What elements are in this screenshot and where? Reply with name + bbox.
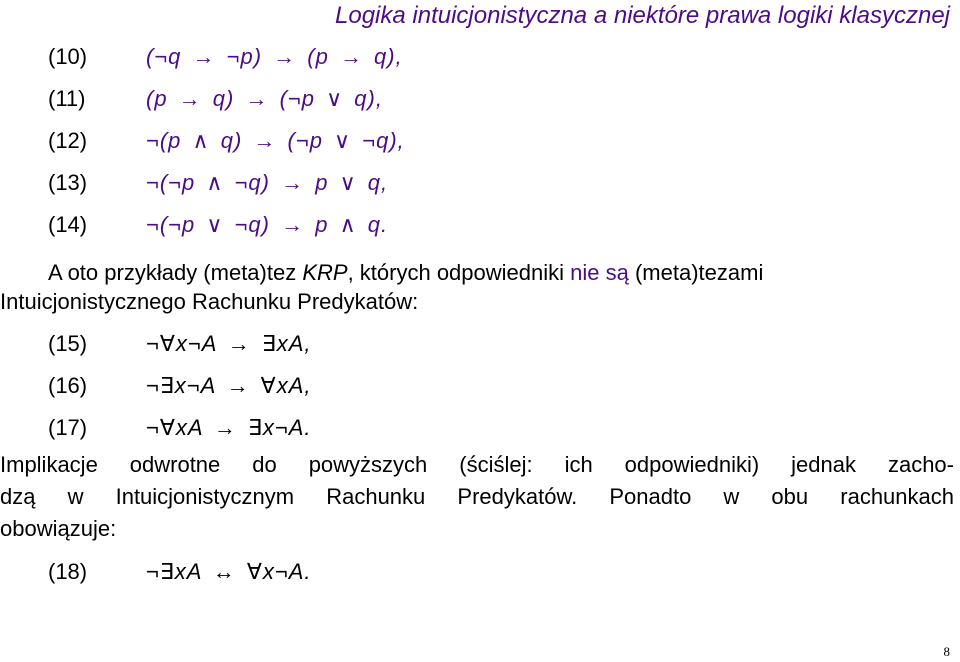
paragraph-converse-line1: Implikacje odwrotne do powyższych (ściślej: ich odpowiedniki) jednak zacho-: [0, 452, 954, 477]
formula-expression: ¬(p ∧ q) → (¬p ∨ ¬q),: [146, 128, 405, 153]
formula-expression: ¬∀x¬A → ∃xA,: [146, 331, 312, 356]
formula-expression: ¬∀xA → ∃x¬A.: [146, 415, 312, 440]
formula-row-11: [48, 86, 383, 118]
formula-number: (17): [48, 415, 88, 440]
formula-row-16: [48, 373, 312, 405]
paragraph-text: , których odpowiedniki: [347, 260, 571, 285]
formula-number: (18): [48, 559, 88, 584]
formula-number: (16): [48, 373, 88, 398]
formula-number: (14): [48, 212, 88, 237]
krp-abbreviation: KRP: [302, 260, 348, 285]
formula-expression: (¬q → ¬p) → (p → q),: [146, 44, 403, 69]
formula-number: (12): [48, 128, 88, 153]
paragraph-converse-line2: dzą w Intuicjonistycznym Rachunku Predykatów. Ponadto w obu rachunkach: [0, 484, 954, 509]
page-number: 8: [943, 644, 950, 659]
formula-row-18: [48, 559, 312, 591]
formula-row-13: [48, 170, 388, 202]
formula-row-10: [48, 44, 403, 76]
paragraph-converse-line3: obowiązuje:: [0, 516, 117, 541]
formula-expression: (p → q) → (¬p ∨ q),: [146, 86, 383, 111]
formula-expression: ¬(¬p ∨ ¬q) → p ∧ q.: [146, 212, 389, 237]
formula-expression: ¬(¬p ∧ ¬q) → p ∨ q,: [146, 170, 389, 195]
paragraph-text: (meta)tezami: [628, 260, 764, 285]
formula-number: (15): [48, 331, 88, 356]
page-title: Logika intuicjonistyczna a niektóre prawa logiki klasycznej: [335, 2, 950, 29]
formula-expression: ¬∃xA ↔ ∀x¬A.: [146, 559, 312, 584]
formula-row-17: [48, 415, 312, 447]
highlight-text: nie są: [570, 260, 629, 285]
formula-row-14: [48, 212, 388, 244]
formula-number: (10): [48, 44, 88, 69]
formula-number: (11): [48, 86, 86, 111]
paragraph-examples-line1: [48, 257, 763, 288]
paragraph-text: A oto przykłady (meta)tez: [48, 260, 303, 285]
formula-expression: ¬∃x¬A → ∀xA,: [146, 373, 312, 398]
paragraph-examples-line2: Intuicjonistycznego Rachunku Predykatów:: [0, 289, 419, 314]
formula-number: (13): [48, 170, 88, 195]
formula-row-12: [48, 128, 405, 160]
formula-row-15: [48, 331, 312, 363]
